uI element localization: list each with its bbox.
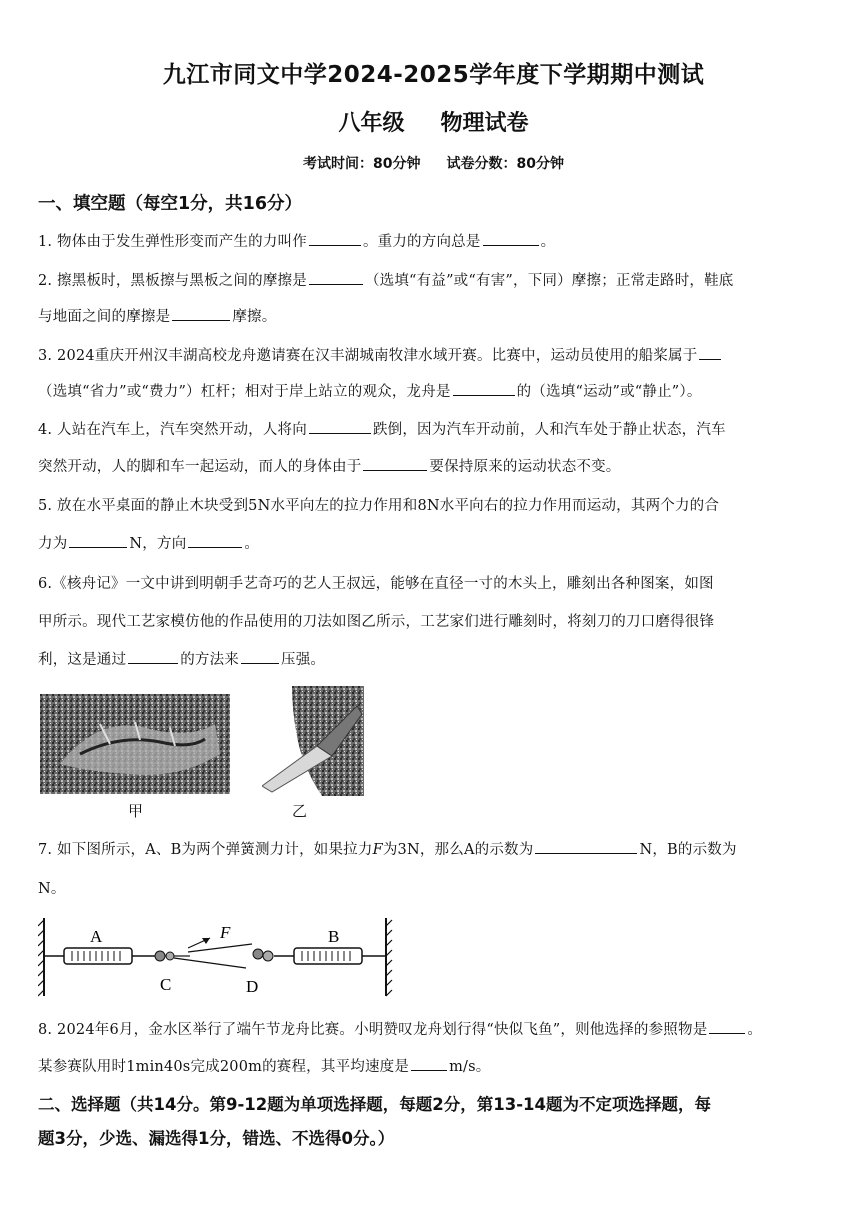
q3-text-a: 3. 2024重庆开州汉丰湖高校龙舟邀请赛在汉丰湖城南牧津水域开赛。比赛中，运动员使用的船桨属于 [38,348,698,364]
q4-text-b: 跌倒，因为汽车开动前，人和汽车处于静止状态，汽车 [372,422,726,438]
question-7-line-1 [38,838,838,859]
grade-label: 八年级 [338,111,405,136]
q7-blank-1[interactable] [535,839,637,854]
carving-photo-a [40,694,230,794]
section1-heading: 一、填空题（每空1分，共16分） [38,194,303,214]
question-5-line-2 [38,532,838,553]
question-8-line-2 [38,1055,838,1076]
question-5-line-1: 5. 放在水平桌面的静止木块受到5N水平向左的拉力作用和8N水平向右的拉力作用而运动，其两个力的合 [38,498,720,514]
subject-label: 物理试卷 [440,111,529,136]
section2-heading-line-1: 二、选择题（共14分。第9-12题为单项选择题，每题2分，第13-14题为不定项选择题，每 [38,1095,712,1114]
q1-text-b: 。重力的方向总是 [362,234,481,250]
q2-blank-2[interactable] [172,306,230,321]
caption-b: 乙 [292,802,308,820]
label-C: C [160,975,172,994]
q8-text-c: 某参赛队用时1min40s完成200m的赛程，其平均速度是 [38,1059,410,1075]
question-3-line-1 [38,344,838,365]
question-6-line-3 [38,648,838,669]
spring-scale-diagram [38,912,398,1000]
q4-blank-2[interactable] [363,456,427,471]
q5-text-b: N，方向 [129,536,187,552]
q8-text-d: m/s。 [449,1059,491,1075]
label-A: A [90,927,103,946]
question-2-line-1 [38,269,838,290]
q2-text-d: 摩擦。 [232,309,277,325]
q1-blank-1[interactable] [309,231,361,246]
question-4-line-1 [38,418,838,439]
question-1 [38,230,838,251]
exam-info [0,153,867,173]
question-8-line-1 [38,1018,838,1039]
q2-text-a: 2. 擦黑板时，黑板擦与黑板之间的摩擦是 [38,273,307,289]
q8-text-a: 8. 2024年6月，金水区举行了端午节龙舟比赛。小明赞叹龙舟划行得“快似飞鱼”，则他选择的参照物是 [38,1022,708,1038]
q3-blank-1[interactable] [699,345,721,360]
q7-text-c: N，B的示数为 [639,842,737,858]
q3-blank-2[interactable] [453,381,515,396]
label-B: B [328,927,340,946]
question-6-line-1: 6.《核舟记》一文中讲到明朝手艺奇巧的艺人王叔远，能够在直径一寸的木头上，雕刻出各种图案，如图 [38,576,714,592]
q8-text-b: 。 [747,1022,763,1038]
q7-text-a: 7. 如下图所示，A、B为两个弹簧测力计，如果拉力 [38,842,373,858]
exam-title: 九江市同文中学2024-2025学年度下学期期中测试 [162,62,705,88]
q3-text-c: 的（选填“运动”或“静止”）。 [516,384,702,400]
caption-a: 甲 [128,802,144,820]
exam-score: 试卷分数：80分钟 [446,156,564,172]
section2-heading-line-2: 题3分，少选、漏选得1分，错选、不选得0分。） [38,1129,395,1148]
q5-blank-1[interactable] [69,533,127,548]
q6-text-a: 利，这是通过 [38,652,127,668]
q7-text-b: 为3N，那么A的示数为 [382,842,534,858]
label-F: F [220,923,231,942]
q2-text-b: （选填“有益”或“有害”，下同）摩擦；正常走路时，鞋底 [364,273,734,289]
q2-blank-1[interactable] [309,270,363,285]
question-4-line-2 [38,455,838,476]
q5-blank-2[interactable] [188,533,242,548]
q1-text-c: 。 [540,234,556,250]
q5-text-c: 。 [244,536,260,552]
q2-text-c: 与地面之间的摩擦是 [38,309,171,325]
q8-blank-1[interactable] [709,1019,745,1034]
q4-text-a: 4. 人站在汽车上，汽车突然开动，人将向 [38,422,307,438]
question-6-line-2: 甲所示。现代工艺家模仿他的作品使用的刀法如图乙所示，工艺家们进行雕刻时，将刻刀的刀口磨得很锋 [38,614,715,630]
exam-time: 考试时间：80分钟 [303,156,421,172]
label-D: D [246,977,259,996]
question-7-line-2: N。 [38,881,66,897]
q4-text-d: 要保持原来的运动状态不变。 [429,459,621,475]
q3-text-b: （选填“省力”或“费力”）杠杆；相对于岸上站立的观众，龙舟是 [38,384,451,400]
carving-photo-b [262,686,364,796]
q7-force-symbol: F [372,842,383,858]
question-3-line-2 [38,380,838,401]
q4-blank-1[interactable] [309,419,371,434]
q8-blank-2[interactable] [411,1056,447,1071]
q6-text-c: 压强。 [281,652,326,668]
q5-text-a: 力为 [38,536,68,552]
q6-text-b: 的方法来 [180,652,240,668]
q4-text-c: 突然开动，人的脚和车一起运动，而人的身体由于 [38,459,362,475]
q1-text-a: 1. 物体由于发生弹性形变而产生的力叫作 [38,234,307,250]
question-2-line-2 [38,305,838,326]
q1-blank-2[interactable] [483,231,539,246]
q6-blank-1[interactable] [128,649,178,664]
q6-blank-2[interactable] [241,649,279,664]
exam-subtitle [0,106,867,137]
